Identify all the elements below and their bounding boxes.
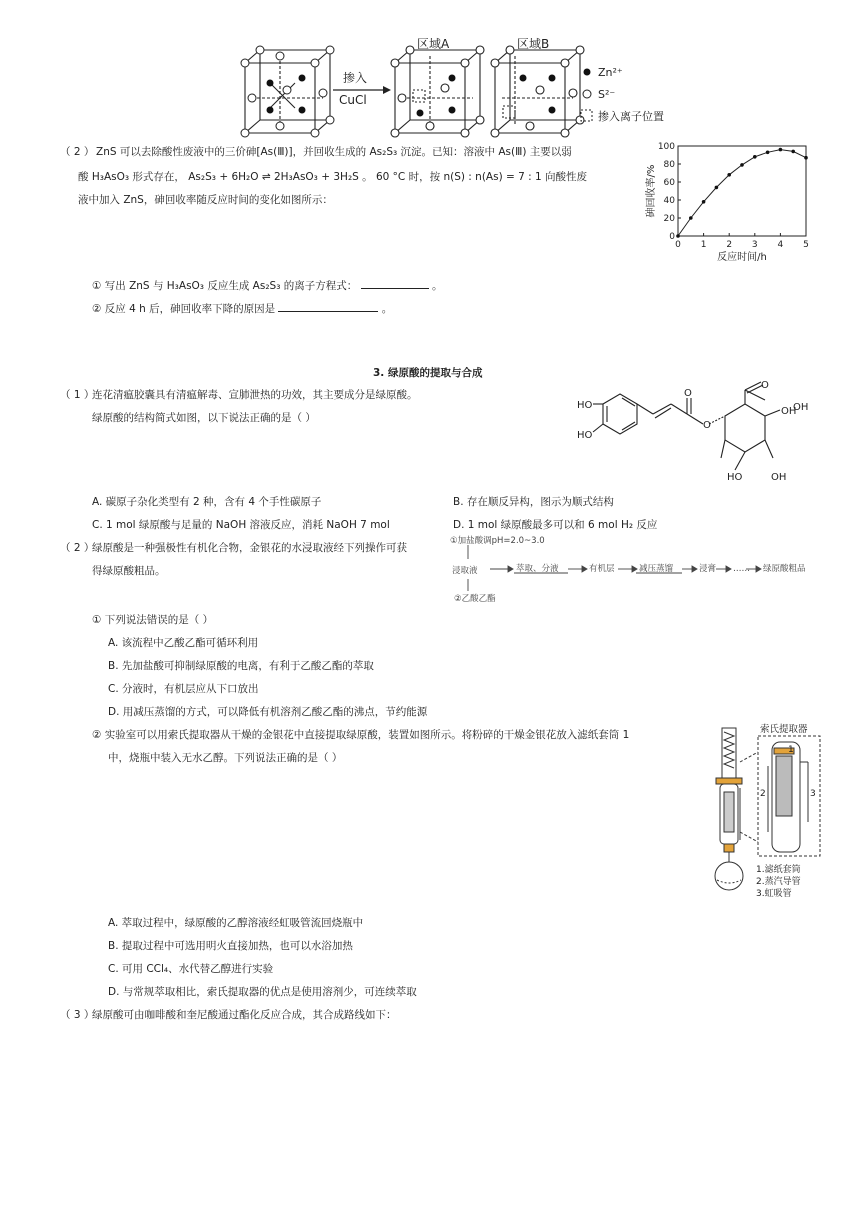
- s3-q2-sub2-option-c[interactable]: C. 可用 CCl₄、水代替乙醇进行实验: [108, 963, 274, 975]
- data-point: [727, 173, 731, 177]
- region-b-label: 区域B: [517, 37, 550, 51]
- s3-q1-line2: 绿原酸的结构简式如图，以下说法正确的是（ ）: [92, 412, 316, 424]
- s3-q2-line1: 绿原酸是一种强极性有机化合物，金银花的水浸取液经下列操作可获: [92, 542, 407, 554]
- x-tick-label: 2: [726, 240, 733, 250]
- y-tick-label: 60: [663, 178, 675, 188]
- s3-q2-sub1-option-d[interactable]: D. 用减压蒸馏的方式，可以降低有机溶剂乙酸乙酯的沸点，节约能源: [108, 706, 428, 718]
- apparatus-num-1: 1: [788, 745, 794, 755]
- s3-q3-line: 绿原酸可由咖啡酸和奎尼酸通过酯化反应合成，其合成路线如下：: [92, 1009, 397, 1021]
- mol-label-ho2: HO: [577, 430, 593, 441]
- chlorogenic-acid-structure: [575, 380, 815, 490]
- q2-line3: 液中加入 ZnS，砷回收率随反应时间的变化如图所示：: [78, 194, 333, 206]
- flow-step-paste: 浸膏: [699, 564, 717, 574]
- apparatus-legend-3: 3.虹吸管: [756, 889, 792, 899]
- crystal-cube-region-a: [391, 46, 484, 137]
- s3-q2-sub2-line2: 中，烧瓶中装入无水乙醇。下列说法正确的是（ ）: [108, 752, 343, 764]
- s3-q1-option-a[interactable]: A. 碳原子杂化类型有 2 种，含有 4 个手性碳原子: [92, 496, 322, 508]
- q2-line1: ZnS 可以去除酸性废液中的三价砷[As(Ⅲ)]，并回收生成的 As₂S₃ 沉淀。已知：溶液中 As(Ⅲ) 主要以弱: [96, 146, 572, 158]
- data-point: [766, 151, 770, 155]
- s3-q2-number: （ 2 ）: [60, 542, 95, 554]
- s3-q1-number: （ 1 ）: [60, 389, 95, 401]
- arsenic-recovery-chart: [640, 140, 820, 265]
- q2-number: （ 2 ）: [60, 146, 95, 158]
- flow-step-product: 绿原酸粗品: [763, 564, 806, 574]
- mol-label-oh1: OH: [793, 402, 809, 413]
- y-tick-label: 80: [663, 160, 675, 170]
- s3-q2-sub1: ① 下列说法错误的是（ ）: [92, 614, 214, 626]
- x-tick-label: 5: [803, 240, 809, 250]
- mol-label-o3: O: [761, 380, 769, 391]
- data-point: [804, 156, 808, 160]
- flow-start: 浸取液: [452, 566, 478, 576]
- y-tick-label: 100: [657, 142, 675, 152]
- s3-q2-line2: 得绿原酸粗品。: [92, 565, 166, 577]
- data-point: [702, 200, 706, 204]
- extraction-flowchart: [450, 535, 815, 605]
- q2-sub1-blank[interactable]: [361, 277, 429, 289]
- data-point: [715, 186, 719, 190]
- mol-label-ho3: HO: [727, 472, 743, 483]
- mol-label-ho1: HO: [577, 400, 593, 411]
- q2-sub2-end: 。: [381, 303, 393, 315]
- flow-step-distill: 减压蒸馏: [639, 564, 674, 574]
- flow-step-organic: 有机层: [589, 564, 615, 574]
- legend-zn: Zn²⁺: [598, 66, 623, 79]
- crystal-figure: [235, 38, 715, 138]
- q2-sub2-text: ② 反应 4 h 后，砷回收率下降的原因是: [92, 303, 276, 315]
- apparatus-title: 索氏提取器: [760, 724, 808, 735]
- s3-q2-sub2-option-a[interactable]: A. 萃取过程中，绿原酸的乙醇溶液经虹吸管流回烧瓶中: [108, 917, 364, 929]
- data-point: [740, 163, 744, 167]
- y-tick-label: 0: [669, 232, 675, 242]
- legend-s: S²⁻: [598, 88, 616, 101]
- s3-q1-option-d[interactable]: D. 1 mol 绿原酸最多可以和 6 mol H₂ 反应: [453, 519, 658, 531]
- s3-q2-sub1-option-a[interactable]: A. 该流程中乙酸乙酯可循环利用: [108, 637, 259, 649]
- x-tick-label: 3: [751, 240, 758, 250]
- section3-title: 3. 绿原酸的提取与合成: [373, 367, 483, 379]
- apparatus-num-3: 3: [810, 789, 816, 799]
- data-point: [753, 155, 757, 159]
- arrow-top-label: 掺入: [343, 71, 368, 85]
- s3-q1-option-b[interactable]: B. 存在顺反异构，图示为顺式结构: [453, 496, 614, 508]
- mol-label-o2: O: [703, 420, 711, 431]
- s3-q1-option-c[interactable]: C. 1 mol 绿原酸与足量的 NaOH 溶液反应，消耗 NaOH 7 mol: [92, 519, 390, 531]
- q2-sub2-blank[interactable]: [278, 300, 378, 312]
- s3-q2-sub2-option-b[interactable]: B. 提取过程中可选用明火直接加热，也可以水浴加热: [108, 940, 353, 952]
- crystal-atoms-1: [241, 46, 334, 137]
- mol-label-o1: O: [684, 388, 692, 399]
- data-point: [779, 148, 783, 152]
- s3-q2-sub2-line1: ② 实验室可以用索氏提取器从干燥的金银花中直接提取绿原酸，装置如图所示。将粉碎的干燥金银花放入滤纸套筒 1: [92, 729, 630, 741]
- crystal-cube-region-b: [491, 46, 584, 137]
- flow-step-ellipsis: ……: [733, 564, 750, 574]
- s3-q2-sub2-option-d[interactable]: D. 与常规萃取相比，索氏提取器的优点是使用溶剂少，可连续萃取: [108, 986, 417, 998]
- data-point: [689, 216, 693, 220]
- region-a-label: 区域A: [417, 37, 450, 51]
- x-axis-label: 反应时间/h: [717, 252, 767, 263]
- apparatus-num-2: 2: [760, 789, 766, 799]
- arrow-bottom-label: CuCl: [339, 93, 367, 107]
- y-tick-label: 40: [663, 196, 675, 206]
- apparatus-legend-2: 2.蒸汽导管: [756, 877, 801, 887]
- q2-sub2: [92, 300, 392, 316]
- q2-sub1-end: 。: [431, 280, 443, 292]
- chart-frame: [678, 146, 806, 236]
- q2-sub1: [92, 277, 442, 293]
- q2-sub1-text: ① 写出 ZnS 与 H₃AsO₃ 反应生成 As₂S₃ 的离子方程式：: [92, 280, 358, 292]
- q2-line2: 酸 H₃AsO₃ 形式存在， As₂S₃ + 6H₂O ⇌ 2H₃AsO₃ + 3H₂S 。 60 °C 时，按 n(S) : n(As) = 7 : 1 向酸性废: [78, 171, 588, 183]
- x-tick-label: 0: [675, 240, 681, 250]
- flow-bottom-label: ②乙酸乙酯: [454, 594, 496, 604]
- recovery-line: [678, 150, 806, 236]
- y-axis-label: 砷回收率/%: [646, 164, 657, 218]
- legend-doped: 掺入离子位置: [598, 110, 664, 123]
- data-point: [676, 234, 680, 238]
- mol-label-oh2: OH: [771, 472, 787, 483]
- s3-q1-line1: 连花清瘟胶囊具有清瘟解毒、宣肺泄热的功效，其主要成分是绿原酸。: [92, 389, 418, 401]
- y-tick-label: 20: [663, 214, 675, 224]
- mol-label-oh3: OH: [781, 406, 797, 417]
- flow-top-label: ①加盐酸调pH=2.0~3.0: [450, 536, 545, 546]
- s3-q2-sub1-option-c[interactable]: C. 分液时，有机层应从下口放出: [108, 683, 259, 695]
- x-tick-label: 4: [777, 240, 784, 250]
- data-point: [791, 150, 795, 154]
- apparatus-legend-1: 1.滤纸套筒: [756, 865, 801, 875]
- flow-step-extract: 萃取、分液: [516, 564, 559, 574]
- soxhlet-apparatus: [700, 722, 825, 900]
- s3-q3-number: （ 3 ）: [60, 1009, 95, 1021]
- s3-q2-sub1-option-b[interactable]: B. 先加盐酸可抑制绿原酸的电离，有利于乙酸乙酯的萃取: [108, 660, 374, 672]
- x-tick-label: 1: [700, 240, 707, 250]
